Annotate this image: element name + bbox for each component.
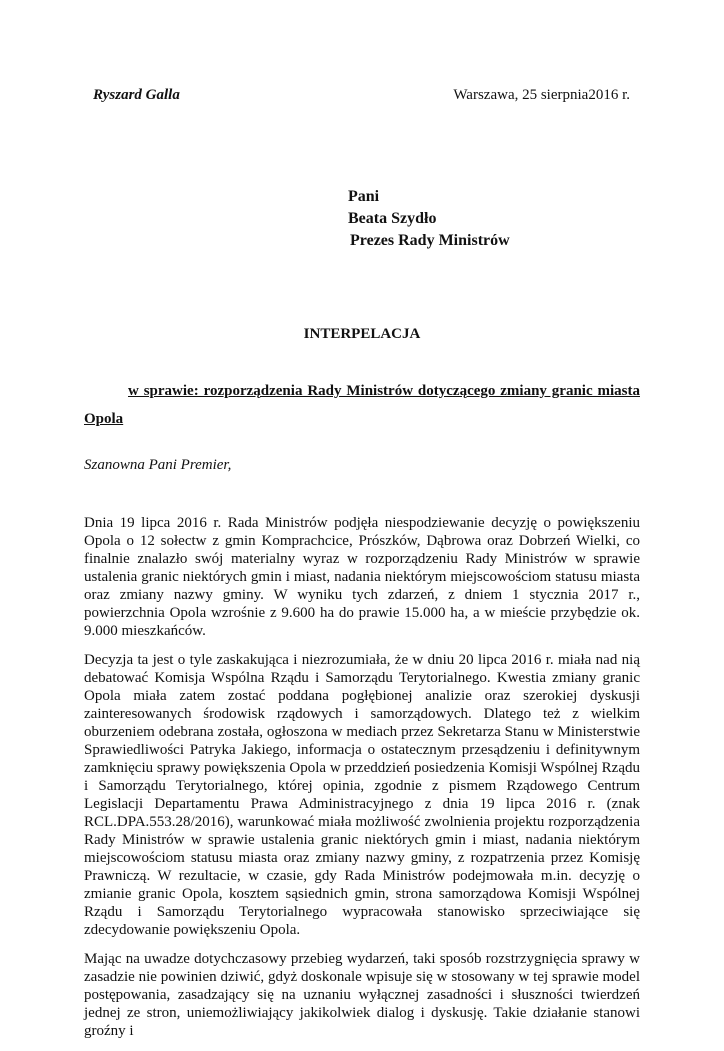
document-subject	[84, 377, 640, 433]
letter-body	[84, 514, 640, 1051]
subject-text: w sprawie: rozporządzenia Rady Ministrów dotyczącego zmiany granic miasta Opola	[84, 383, 640, 427]
sender-name: Ryszard Galla	[93, 87, 180, 103]
body-paragraph-3: Mając na uwadze dotychczasowy przebieg wydarzeń, taki sposób rozstrzygnięcia sprawy w zasadzie nie powinien dziwić, gdyż doskonale wpisuje się w stosowany w tej sprawie model postępowania, zasadzający się na uznaniu wyłącznej zasadności i słuszności twierdzeń jednej ze stron, uniemożliwiający jakikolwiek dialog i dyskusję. Takie działanie stanowi groźny i	[84, 951, 640, 1039]
greeting: Szanowna Pani Premier,	[84, 457, 232, 473]
addressee-salutation: Pani	[348, 188, 380, 205]
body-paragraph-2: Decyzja ta jest o tyle zaskakująca i niezrozumiała, że w dniu 20 lipca 2016 r. miała nad nią debatować Komisja Wspólna Rządu i Samorządu Terytorialnego. Kwestia zmiany granic Opola miała zatem zostać poddana pogłębionej analizie oraz szerokiej dyskusji zainteresowanych środowisk rządowych i samorządowych. Dlatego też z wielkim oburzeniem odebrana została, ogłoszona w mediach przez Sekretarza Stanu w Ministerstwie Sprawiedliwości Patryka Jakiego, informacja o ostatecznym przesądzeniu i definitywnym zamknięciu sprawy powiększenia Opola w przeddzień posiedzenia Komisji Wspólnej Rządu i Samorządu Terytorialnego, której opinia, zgodnie z pismem Rządowego Centrum Legislacji Departamentu Prawa Administracyjnego z dnia 19 lipca 2016 r. (znak RCL.DPA.553.28/2016), warunkować miała możliwość zwolnienia projektu rozporządzenia Rady Ministrów w sprawie ustalenia granic niektórych gmin i miast, nadania niektórym miejscowościom statusu miasta oraz zmiany nazwy gminy, z rozpatrzenia przez Komisję Prawniczą. W rezultacie, w czasie, gdy Rada Ministrów podejmowała m.in. decyzję o zmianie granic Opola, kosztem sąsiednich gmin, strona samorządowa Komisji Wspólnej Rządu i Samorządu Terytorialnego wypracowała stanowisko sprzeciwiające się zdecydowanie powiększeniu Opola.	[84, 652, 640, 938]
addressee-block	[348, 186, 510, 252]
body-paragraph-1: Dnia 19 lipca 2016 r. Rada Ministrów podjęła niespodziewanie decyzję o powiększeniu Opola o 12 sołectw z gmin Komprachcice, Prószków, Dąbrowa oraz Dobrzeń Wielki, co finalnie znalazło swój materialny wyraz w rozporządzeniu Rady Ministrów w sprawie ustalenia granic niektórych gmin i miast, nadania niektórym miejscowościom statusu miasta oraz zmiany nazwy gminy. W wyniku tych zdarzeń, z dniem 1 stycznia 2017 r., powierzchnia Opola wzrośnie z 9.600 ha do prawie 15.000 ha, a w mieście przybędzie ok. 9.000 mieszkańców.	[84, 515, 640, 639]
addressee-title: Prezes Rady Ministrów	[350, 232, 510, 249]
document-title: INTERPELACJA	[303, 326, 421, 342]
place-date: Warszawa, 25 sierpnia2016 r.	[453, 87, 630, 103]
addressee-name: Beata Szydło	[348, 210, 437, 227]
